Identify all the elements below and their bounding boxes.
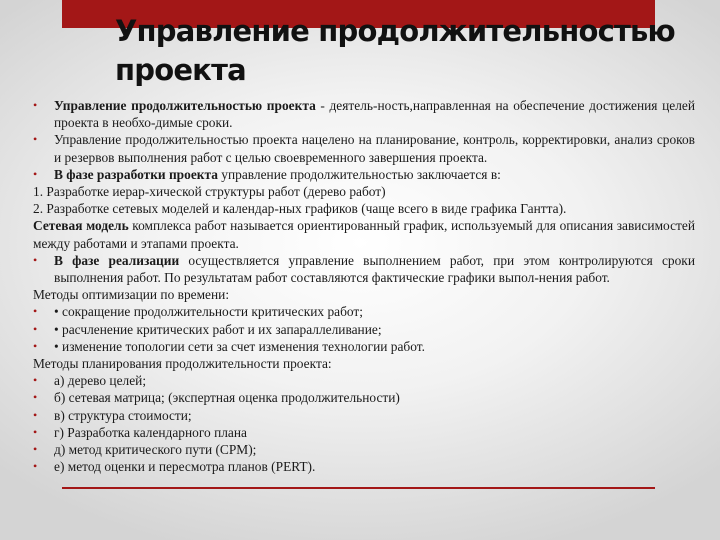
paragraph-text: осуществляется управление выполнением работ, при этом контролируются сроки выполнения работ. По результатам работ составляются фактические графики выпол-нения работ. bbox=[54, 252, 695, 286]
section-heading: Методы оптимизации по времени: bbox=[33, 287, 230, 303]
bullet-icon: • bbox=[33, 424, 38, 439]
list-item-text: а) дерево целей; bbox=[54, 373, 147, 389]
bullet-paragraph bbox=[33, 252, 695, 286]
list-item bbox=[33, 407, 695, 424]
bullet-icon: • bbox=[33, 252, 38, 267]
list-item bbox=[33, 458, 695, 475]
list-item bbox=[33, 303, 695, 320]
plain-paragraph bbox=[33, 217, 695, 251]
bullet-paragraph bbox=[33, 131, 695, 165]
list-item bbox=[33, 389, 695, 406]
bullet-icon: • bbox=[33, 98, 38, 112]
bullet-icon: • bbox=[33, 338, 38, 353]
list-item-text: г) Разработка календарного плана bbox=[54, 424, 247, 440]
paragraph-text: - деятель-ность,направленная на обеспечение достижения целей проекта в необхо-димые сроки. bbox=[54, 98, 695, 131]
bold-term: В фазе разработки проекта bbox=[54, 166, 218, 182]
bullet-icon: • bbox=[33, 390, 38, 405]
bullet-icon: • bbox=[33, 321, 38, 336]
list-item-text: в) структура стоимости; bbox=[54, 407, 192, 423]
paragraph-text: управление продолжительностью заключается в: bbox=[217, 166, 501, 182]
numbered-item: 1. Разработке иерар-хической структуры работ (дерево работ) bbox=[33, 184, 386, 200]
bullet-icon: • bbox=[33, 459, 38, 474]
bold-term: В фазе реализации bbox=[54, 252, 180, 268]
list-item bbox=[33, 338, 695, 355]
bullet-paragraph bbox=[33, 166, 695, 183]
numbered-item: 2. Разработке сетевых моделей и календар-ных графиков (чаще всего в виде графика Гантта). bbox=[33, 201, 567, 217]
bottom-accent-line bbox=[62, 487, 655, 489]
bullet-icon: • bbox=[33, 407, 38, 422]
list-item bbox=[33, 321, 695, 338]
bold-term: Сетевая модель bbox=[33, 218, 129, 234]
list-item-text: е) метод оценки и пересмотра планов (PERT). bbox=[54, 459, 316, 475]
bullet-icon: • bbox=[33, 373, 38, 388]
list-item-text: • сокращение продолжительности критических работ; bbox=[54, 304, 363, 320]
paragraph-text: Управление продолжительностью проекта нацелено на планирование, контроль, корректировки, анализ сроков и резервов выполнения работ с целью своевременного завершения проекта. bbox=[54, 132, 695, 165]
slide-body bbox=[33, 97, 695, 475]
list-item-text: • расчленение критических работ и их запараллеливание; bbox=[54, 321, 382, 337]
slide-title: Управление продолжительностью проекта bbox=[115, 14, 675, 87]
list-item-text: д) метод критического пути (СРМ); bbox=[54, 442, 257, 458]
list-item bbox=[33, 424, 695, 441]
paragraph-text: комплекса работ называется ориентированный график, используемый для описания зависимостей между работами и этапами проекта. bbox=[33, 218, 695, 251]
bullet-icon: • bbox=[33, 442, 38, 457]
bullet-icon: • bbox=[33, 304, 38, 319]
list-item bbox=[33, 372, 695, 389]
list-item bbox=[33, 441, 695, 458]
section-heading: Методы планирования продолжительности проекта: bbox=[33, 356, 332, 372]
bullet-icon: • bbox=[33, 166, 38, 181]
list-item-text: б) сетевая матрица; (экспертная оценка продолжительности) bbox=[54, 390, 400, 406]
bold-term: Управление продолжительностью проекта bbox=[54, 98, 316, 113]
bullet-icon: • bbox=[33, 132, 38, 147]
list-item-text: • изменение топологии сети за счет изменения технологии работ. bbox=[54, 338, 425, 354]
bullet-paragraph bbox=[33, 97, 695, 131]
